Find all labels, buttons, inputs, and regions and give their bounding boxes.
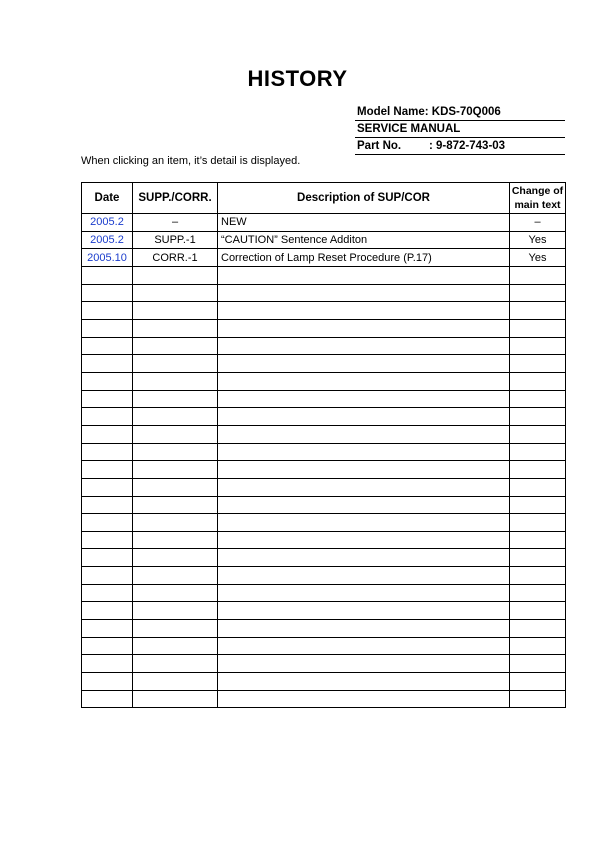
change-of-main-text-cell xyxy=(510,584,566,602)
description-cell xyxy=(218,549,510,567)
date-cell[interactable]: 2005.10 xyxy=(82,249,133,267)
service-manual-row xyxy=(355,121,565,138)
change-header-line1: Change of xyxy=(511,185,564,197)
empty-table-row xyxy=(82,514,566,532)
change-of-main-text-cell xyxy=(510,443,566,461)
description-cell xyxy=(218,461,510,479)
column-header-supp-corr: SUPP./CORR. xyxy=(133,183,218,214)
description-cell xyxy=(218,408,510,426)
description-cell xyxy=(218,584,510,602)
change-of-main-text-cell xyxy=(510,390,566,408)
empty-table-row xyxy=(82,549,566,567)
part-number-label: Part No. xyxy=(357,140,402,152)
supp-corr-cell xyxy=(133,637,218,655)
supp-corr-cell xyxy=(133,531,218,549)
change-of-main-text-cell xyxy=(510,673,566,691)
description-cell: “CAUTION” Sentence Additon xyxy=(218,231,510,249)
empty-table-row xyxy=(82,319,566,337)
supp-corr-cell xyxy=(133,514,218,532)
date-cell xyxy=(82,355,133,373)
description-cell xyxy=(218,620,510,638)
description-cell xyxy=(218,673,510,691)
date-cell xyxy=(82,408,133,426)
date-cell xyxy=(82,266,133,284)
empty-table-row xyxy=(82,567,566,585)
date-cell xyxy=(82,514,133,532)
empty-table-row xyxy=(82,655,566,673)
supp-corr-cell xyxy=(133,425,218,443)
supp-corr-cell: SUPP.-1 xyxy=(133,231,218,249)
date-cell xyxy=(82,302,133,320)
column-header-description: Description of SUP/COR xyxy=(218,183,510,214)
empty-table-row xyxy=(82,690,566,708)
description-cell: NEW xyxy=(218,214,510,232)
change-of-main-text-cell xyxy=(510,549,566,567)
date-cell[interactable]: 2005.2 xyxy=(82,214,133,232)
description-cell xyxy=(218,567,510,585)
empty-table-row xyxy=(82,531,566,549)
description-cell xyxy=(218,496,510,514)
date-cell xyxy=(82,673,133,691)
description-cell xyxy=(218,602,510,620)
date-cell xyxy=(82,602,133,620)
supp-corr-cell xyxy=(133,478,218,496)
empty-table-row xyxy=(82,637,566,655)
date-cell xyxy=(82,549,133,567)
description-cell xyxy=(218,514,510,532)
empty-table-row xyxy=(82,584,566,602)
supp-corr-cell xyxy=(133,584,218,602)
date-cell xyxy=(82,478,133,496)
date-cell xyxy=(82,443,133,461)
empty-table-row xyxy=(82,425,566,443)
change-of-main-text-cell xyxy=(510,425,566,443)
change-of-main-text-cell xyxy=(510,266,566,284)
supp-corr-cell xyxy=(133,567,218,585)
supp-corr-cell xyxy=(133,549,218,567)
description-cell xyxy=(218,443,510,461)
supp-corr-cell xyxy=(133,319,218,337)
description-cell xyxy=(218,319,510,337)
model-name-row xyxy=(355,104,565,121)
change-of-main-text-cell xyxy=(510,620,566,638)
description-cell xyxy=(218,337,510,355)
supp-corr-cell xyxy=(133,690,218,708)
supp-corr-cell xyxy=(133,496,218,514)
description-cell xyxy=(218,284,510,302)
empty-table-row xyxy=(82,461,566,479)
supp-corr-cell xyxy=(133,284,218,302)
change-of-main-text-cell xyxy=(510,496,566,514)
change-of-main-text-cell xyxy=(510,637,566,655)
change-of-main-text-cell: – xyxy=(510,214,566,232)
supp-corr-cell xyxy=(133,620,218,638)
empty-table-row xyxy=(82,673,566,691)
change-of-main-text-cell xyxy=(510,319,566,337)
date-cell xyxy=(82,567,133,585)
change-of-main-text-cell xyxy=(510,655,566,673)
description-cell xyxy=(218,690,510,708)
page-title: HISTORY xyxy=(247,66,348,91)
supp-corr-cell: CORR.-1 xyxy=(133,249,218,267)
change-of-main-text-cell xyxy=(510,514,566,532)
supp-corr-cell xyxy=(133,673,218,691)
empty-table-row xyxy=(82,372,566,390)
description-cell xyxy=(218,372,510,390)
part-number-row xyxy=(355,138,565,155)
empty-table-row xyxy=(82,390,566,408)
date-cell xyxy=(82,284,133,302)
date-cell xyxy=(82,531,133,549)
supp-corr-cell xyxy=(133,461,218,479)
empty-table-row xyxy=(82,443,566,461)
change-of-main-text-cell: Yes xyxy=(510,231,566,249)
table-row[interactable] xyxy=(82,249,566,267)
date-cell[interactable]: 2005.2 xyxy=(82,231,133,249)
supp-corr-cell xyxy=(133,602,218,620)
change-of-main-text-cell xyxy=(510,690,566,708)
description-cell xyxy=(218,390,510,408)
change-of-main-text-cell xyxy=(510,408,566,426)
table-body xyxy=(82,214,566,708)
date-cell xyxy=(82,620,133,638)
supp-corr-cell xyxy=(133,266,218,284)
change-of-main-text-cell xyxy=(510,337,566,355)
change-of-main-text-cell xyxy=(510,355,566,373)
history-table xyxy=(81,182,566,708)
empty-table-row xyxy=(82,337,566,355)
empty-table-row xyxy=(82,602,566,620)
change-header-line2: main text xyxy=(514,199,561,211)
column-header-date: Date xyxy=(82,183,133,214)
empty-table-row xyxy=(82,496,566,514)
date-cell xyxy=(82,337,133,355)
instruction-note: When clicking an item, it’s detail is displayed. xyxy=(81,155,301,167)
change-of-main-text-cell: Yes xyxy=(510,249,566,267)
empty-table-row xyxy=(82,408,566,426)
description-cell xyxy=(218,637,510,655)
date-cell xyxy=(82,655,133,673)
description-cell xyxy=(218,531,510,549)
supp-corr-cell xyxy=(133,390,218,408)
date-cell xyxy=(82,461,133,479)
date-cell xyxy=(82,637,133,655)
manual-info-block xyxy=(355,104,565,155)
description-cell: Correction of Lamp Reset Procedure (P.17) xyxy=(218,249,510,267)
supp-corr-cell xyxy=(133,337,218,355)
change-of-main-text-cell xyxy=(510,372,566,390)
column-header-change-of-main-text xyxy=(510,183,566,214)
empty-table-row xyxy=(82,620,566,638)
empty-table-row xyxy=(82,355,566,373)
table-row[interactable] xyxy=(82,231,566,249)
empty-table-row xyxy=(82,284,566,302)
model-name-label: Model Name xyxy=(357,106,425,118)
table-row[interactable] xyxy=(82,214,566,232)
date-cell xyxy=(82,372,133,390)
empty-table-row xyxy=(82,302,566,320)
description-cell xyxy=(218,655,510,673)
empty-table-row xyxy=(82,478,566,496)
supp-corr-cell xyxy=(133,302,218,320)
change-of-main-text-cell xyxy=(510,478,566,496)
supp-corr-cell xyxy=(133,408,218,426)
description-cell xyxy=(218,302,510,320)
supp-corr-cell xyxy=(133,443,218,461)
change-of-main-text-cell xyxy=(510,461,566,479)
description-cell xyxy=(218,266,510,284)
description-cell xyxy=(218,478,510,496)
change-of-main-text-cell xyxy=(510,302,566,320)
change-of-main-text-cell xyxy=(510,567,566,585)
supp-corr-cell xyxy=(133,372,218,390)
date-cell xyxy=(82,496,133,514)
empty-table-row xyxy=(82,266,566,284)
supp-corr-cell xyxy=(133,355,218,373)
date-cell xyxy=(82,425,133,443)
supp-corr-cell xyxy=(133,655,218,673)
date-cell xyxy=(82,319,133,337)
change-of-main-text-cell xyxy=(510,284,566,302)
description-cell xyxy=(218,355,510,373)
change-of-main-text-cell xyxy=(510,531,566,549)
model-name-value: : KDS-70Q006 xyxy=(424,106,501,118)
part-number-value: : 9-872-743-03 xyxy=(429,140,506,152)
date-cell xyxy=(82,690,133,708)
date-cell xyxy=(82,390,133,408)
change-of-main-text-cell xyxy=(510,602,566,620)
supp-corr-cell: – xyxy=(133,214,218,232)
service-manual-label: SERVICE MANUAL xyxy=(357,123,461,135)
date-cell xyxy=(82,584,133,602)
table-header-row xyxy=(82,183,566,214)
description-cell xyxy=(218,425,510,443)
